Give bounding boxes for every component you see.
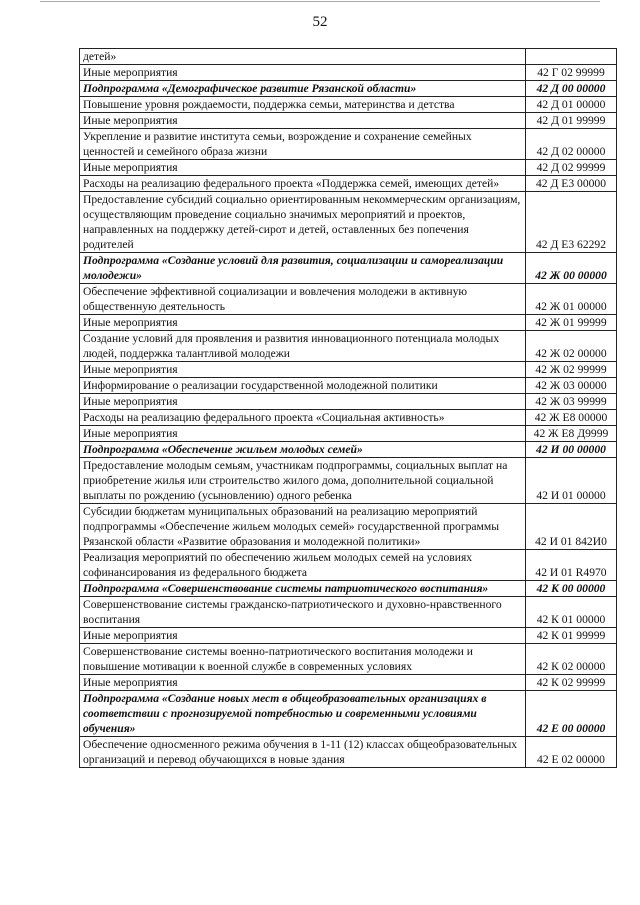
row-code-cell <box>526 49 617 65</box>
row-name-cell: Подпрограмма «Обеспечение жильем молодых семей» <box>80 442 526 458</box>
subprogram-row <box>80 253 617 284</box>
row-code-cell: 42 Д 01 99999 <box>526 113 617 129</box>
row-code-cell: 42 Е 00 00000 <box>526 691 617 737</box>
row-name-cell: Иные мероприятия <box>80 426 526 442</box>
table-row <box>80 458 617 504</box>
row-name-cell: Иные мероприятия <box>80 628 526 644</box>
table-row <box>80 315 617 331</box>
row-name-cell: Информирование о реализации государственной молодежной политики <box>80 378 526 394</box>
row-code-cell: 42 И 01 R4970 <box>526 550 617 581</box>
row-name-cell: Подпрограмма «Совершенствование системы патриотического воспитания» <box>80 581 526 597</box>
row-name-cell: Иные мероприятия <box>80 362 526 378</box>
row-code-cell: 42 Ж 02 00000 <box>526 331 617 362</box>
row-name-cell: Подпрограмма «Создание новых мест в общеобразовательных организациях в соответствии с прогнозируемой потребностью и современными условиями обучения» <box>80 691 526 737</box>
row-name-cell: Иные мероприятия <box>80 675 526 691</box>
row-code-cell: 42 Д 02 99999 <box>526 160 617 176</box>
table-row <box>80 378 617 394</box>
row-code-cell: 42 И 01 00000 <box>526 458 617 504</box>
row-code-cell: 42 К 01 99999 <box>526 628 617 644</box>
row-name-cell: Обеспечение эффективной социализации и вовлечения молодежи в активную общественную деятельность <box>80 284 526 315</box>
row-code-cell: 42 Д Е3 00000 <box>526 176 617 192</box>
budget-classification-table <box>79 48 617 768</box>
table-row <box>80 97 617 113</box>
page-number: 52 <box>312 14 328 30</box>
table-row <box>80 284 617 315</box>
row-code-cell: 42 Д 02 00000 <box>526 129 617 160</box>
row-code-cell: 42 Ж 02 99999 <box>526 362 617 378</box>
row-code-cell: 42 К 02 00000 <box>526 644 617 675</box>
top-border-line <box>40 1 600 2</box>
subprogram-row <box>80 691 617 737</box>
table-row <box>80 410 617 426</box>
row-name-cell: Совершенствование системы военно-патриотического воспитания молодежи и повышение мотивации к военной службе в современных условиях <box>80 644 526 675</box>
row-name-cell: Повышение уровня рождаемости, поддержка семьи, материнства и детства <box>80 97 526 113</box>
row-name-cell: Укрепление и развитие института семьи, возрождение и сохранение семейных ценностей и семейного образа жизни <box>80 129 526 160</box>
table-row <box>80 49 617 65</box>
table-row <box>80 628 617 644</box>
table-row <box>80 426 617 442</box>
table-row <box>80 737 617 768</box>
row-name-cell: Иные мероприятия <box>80 113 526 129</box>
row-name-cell: Иные мероприятия <box>80 160 526 176</box>
row-name-cell: Подпрограмма «Создание условий для развития, социализации и самореализации молодежи» <box>80 253 526 284</box>
row-code-cell: 42 Ж 01 00000 <box>526 284 617 315</box>
row-code-cell: 42 Д 01 00000 <box>526 97 617 113</box>
table-row <box>80 160 617 176</box>
row-code-cell: 42 Г 02 99999 <box>526 65 617 81</box>
row-name-cell: Расходы на реализацию федерального проекта «Поддержка семей, имеющих детей» <box>80 176 526 192</box>
row-name-cell: Предоставление молодым семьям, участникам подпрограммы, социальных выплат на приобретение жилья или строительство жилого дома, дополнительной социальной выплаты по рождению (усыновлению) одного ребенка <box>80 458 526 504</box>
table-row <box>80 331 617 362</box>
row-code-cell: 42 К 01 00000 <box>526 597 617 628</box>
row-code-cell: 42 Ж 00 00000 <box>526 253 617 284</box>
row-code-cell: 42 К 00 00000 <box>526 581 617 597</box>
subprogram-row <box>80 81 617 97</box>
table-row <box>80 644 617 675</box>
row-code-cell: 42 К 02 99999 <box>526 675 617 691</box>
table-row <box>80 394 617 410</box>
table-row <box>80 176 617 192</box>
table-row <box>80 597 617 628</box>
row-name-cell: Субсидии бюджетам муниципальных образований на реализацию мероприятий подпрограммы «Обеспечение жильем молодых семей» государственной программы Рязанской области «Развитие образования и молодежной политики» <box>80 504 526 550</box>
row-name-cell: Иные мероприятия <box>80 394 526 410</box>
table-row <box>80 504 617 550</box>
table-row <box>80 192 617 253</box>
row-code-cell: 42 Ж 03 00000 <box>526 378 617 394</box>
row-code-cell: 42 Е 02 00000 <box>526 737 617 768</box>
table-row <box>80 113 617 129</box>
row-code-cell: 42 И 01 842И0 <box>526 504 617 550</box>
row-name-cell: Совершенствование системы гражданско-патриотического и духовно-нравственного воспитания <box>80 597 526 628</box>
row-name-cell: Предоставление субсидий социально ориентированным некоммерческим организациям, осуществляющим проведение социально значимых мероприятий и проектов, направленных на поддержку детей-сирот и детей, оставленных без попечения родителей <box>80 192 526 253</box>
row-code-cell: 42 Ж 03 99999 <box>526 394 617 410</box>
table-row <box>80 65 617 81</box>
row-name-cell: Создание условий для проявления и развития инновационного потенциала молодых людей, поддержка талантливой молодежи <box>80 331 526 362</box>
row-code-cell: 42 Д Е3 62292 <box>526 192 617 253</box>
subprogram-row <box>80 581 617 597</box>
row-name-cell: детей» <box>80 49 526 65</box>
row-name-cell: Расходы на реализацию федерального проекта «Социальная активность» <box>80 410 526 426</box>
table-row <box>80 362 617 378</box>
row-code-cell: 42 Ж Е8 Д9999 <box>526 426 617 442</box>
row-code-cell: 42 Ж Е8 00000 <box>526 410 617 426</box>
row-name-cell: Подпрограмма «Демографическое развитие Рязанской области» <box>80 81 526 97</box>
table-row <box>80 550 617 581</box>
row-code-cell: 42 Д 00 00000 <box>526 81 617 97</box>
row-name-cell: Иные мероприятия <box>80 65 526 81</box>
table-row <box>80 129 617 160</box>
subprogram-row <box>80 442 617 458</box>
row-code-cell: 42 И 00 00000 <box>526 442 617 458</box>
row-name-cell: Иные мероприятия <box>80 315 526 331</box>
table-row <box>80 675 617 691</box>
row-name-cell: Обеспечение односменного режима обучения в 1-11 (12) классах общеобразовательных организаций и перевод обучающихся в новые здания <box>80 737 526 768</box>
row-name-cell: Реализация мероприятий по обеспечению жильем молодых семей на условиях софинансирования из федерального бюджета <box>80 550 526 581</box>
row-code-cell: 42 Ж 01 99999 <box>526 315 617 331</box>
